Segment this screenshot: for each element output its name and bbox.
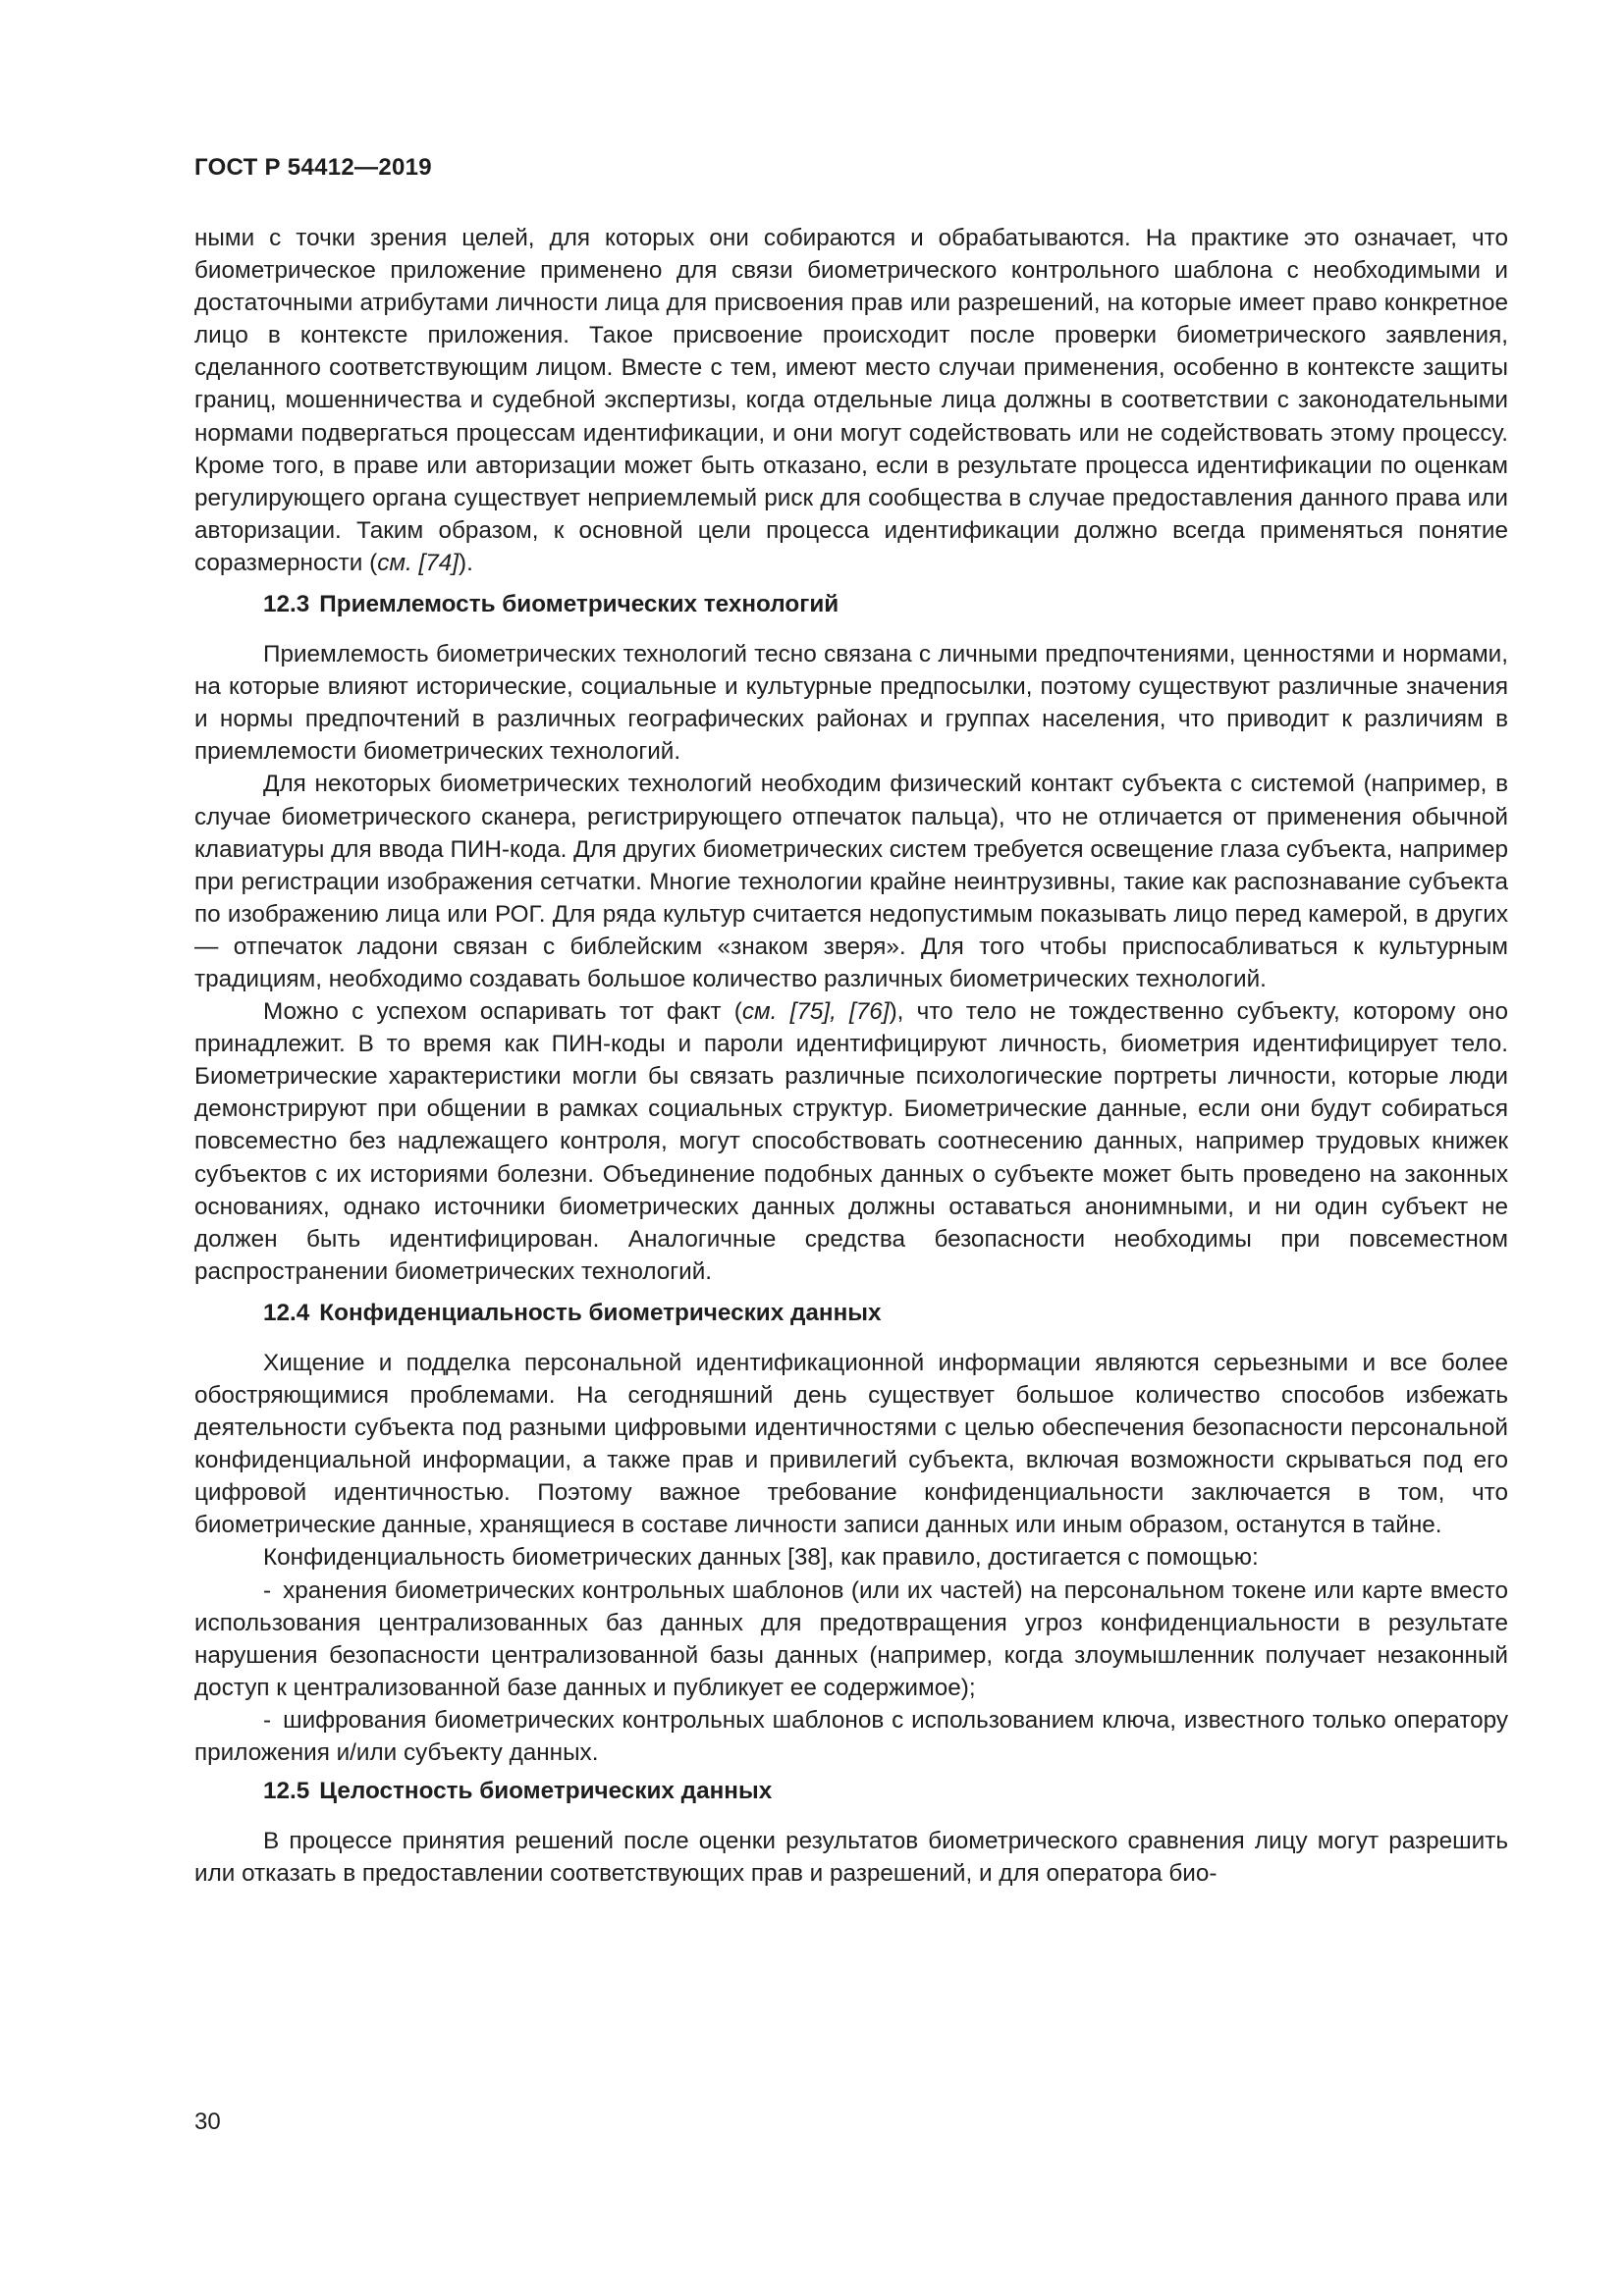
list-item — [194, 1704, 1508, 1769]
section-number: 12.3 — [263, 591, 310, 618]
intro-paragraph — [194, 222, 1508, 579]
section-title: Целостность биометрических данных — [319, 1778, 773, 1805]
section-12-4-paragraph-2: Конфиденциальность биометрических данных [38], как правило, достигается с помощью: — [263, 1544, 1259, 1572]
list-item — [194, 1575, 1508, 1704]
section-12-3-paragraph-3 — [194, 995, 1508, 1288]
section-12-3-heading — [263, 588, 1508, 620]
list-item-text: хранения биометрических контрольных шаблонов (или их частей) на персональном токене или карте вместо использования централизованных баз данных для предотвращения угроз конфиденциальности в результате нарушения безопасности централизованной базы данных (например, когда злоумышленник получает незаконный доступ к централизованной базе данных и публикует ее содержимое); — [194, 1576, 1508, 1701]
list-dash: - — [263, 1576, 272, 1604]
list-item-text: шифрования биометрических контрольных шаблонов с использованием ключа, известного только оператору приложения и/или субъекту данных. — [194, 1706, 1508, 1767]
section-title: Конфиденциальность биометрических данных — [319, 1299, 882, 1326]
list-dash: - — [263, 1706, 272, 1734]
section-12-5-heading — [263, 1775, 1508, 1807]
paragraph-text-b: ), что тело не тождественно субъекту, которому оно принадлежит. В то время как ПИН-коды и пароли идентифицируют личность, биометрия идентифицирует тело. Биометрические характеристики могли бы связать различные психологические портреты личности, которые люди демонстрируют при общении в рамках социальных структур. Биометрические данные, если они будут собираться повсеместно без надлежащего контроля, могут способствовать соотнесению данных, например трудовых книжек субъектов с их историями болезни. Объединение подобных данных о субъекте может быть проведено на законных основаниях, однако источники биометрических данных должны оставаться анонимными, и ни один субъект не должен быть идентифицирован. Аналогичные средства безопасности необходимы при повсеместном распространении биометрических технологий. — [194, 998, 1508, 1285]
section-12-4-paragraph-1: Хищение и подделка персональной идентификационной информации являются серьезными и все более обостряющимися проблемами. На сегодняшний день существует большое количество способов избежать деятельности субъекта под разными цифровыми идентичностями с целью обеспечения безопасности персональной конфиденциальной информации, а также прав и привилегий субъекта, включая возможности скрываться под его цифровой идентичностью. Поэтому важное требование конфиденциальности заключается в том, что биометрические данные, хранящиеся в составе личности записи данных или иным образом, останутся в тайне. — [194, 1349, 1508, 1539]
section-number: 12.4 — [263, 1299, 310, 1326]
section-12-4-heading — [263, 1297, 1508, 1329]
section-12-5-paragraph-1: В процессе принятия решений после оценки результатов биометрического сравнения лицу могут разрешить или отказать в предоставлении соответствующих прав и разрешений, и для оператора био- — [194, 1828, 1508, 1888]
section-title: Приемлемость биометрических технологий — [319, 591, 839, 618]
intro-text-a: ными с точки зрения целей, для которых они собираются и обрабатываются. На практике это означает, что биометрическое приложение применено для связи биометрического контрольного шаблона с необходимыми и достаточными атрибутами личности лица для присвоения прав или разрешений, на которые имеет право конкретное лицо в контексте приложения. Такое присвоение происходит после проверки биометрического заявления, сделанного соответствующим лицом. Вместе с тем, имеют место случаи применения, особенно в контексте защиты границ, мошенничества и судебной экспертизы, когда отдельные лица должны в соответствии с законодательными нормами подвергаться процессам идентификации, и они могут содействовать или не содействовать этому процессу. Кроме того, в праве или авторизации может быть отказано, если в результате процесса идентификации по оценкам регулирующего органа существует неприемлемый риск для сообщества в случае предоставления данного права или авторизации. Таким образом, к основной цели процесса идентификации должно всегда применяться понятие соразмерности ( — [194, 225, 1508, 576]
paragraph-citation: см. [75], [76] — [741, 998, 890, 1026]
page-number: 30 — [194, 2109, 221, 2135]
document-body — [194, 222, 1508, 1890]
section-12-3-paragraph-1: Приемлемость биометрических технологий тесно связана с личными предпочтениями, ценностями и нормами, на которые влияют исторические, социальные и культурные предпосылки, поэтому существуют различные значения и нормы предпочтений в различных географических районах и группах населения, что приводит к различиям в приемлемости биометрических технологий. — [194, 641, 1508, 766]
intro-text-b: ). — [459, 549, 473, 576]
intro-citation: см. [74] — [377, 549, 460, 576]
section-12-3-paragraph-2: Для некоторых биометрических технологий необходим физический контакт субъекта с системой (например, в случае биометрического сканера, регистрирующего отпечаток пальца), что не отличается от применения обычной клавиатуры для ввода ПИН-кода. Для других биометрических систем требуется освещение глаза субъекта, например при регистрации изображения сетчатки. Многие технологии крайне неинтрузивны, такие как распознавание субъекта по изображению лица или РОГ. Для ряда культур считается недопустимым показывать лицо перед камерой, в других — отпечаток ладони связан с библейским «знаком зверя». Для того чтобы приспосабливаться к культурным традициям, необходимо создавать большое количество различных биометрических технологий. — [194, 771, 1508, 992]
standard-header: ГОСТ Р 54412—2019 — [194, 154, 432, 181]
paragraph-text-a: Можно с успехом оспаривать тот факт ( — [263, 998, 742, 1026]
section-number: 12.5 — [263, 1778, 310, 1805]
